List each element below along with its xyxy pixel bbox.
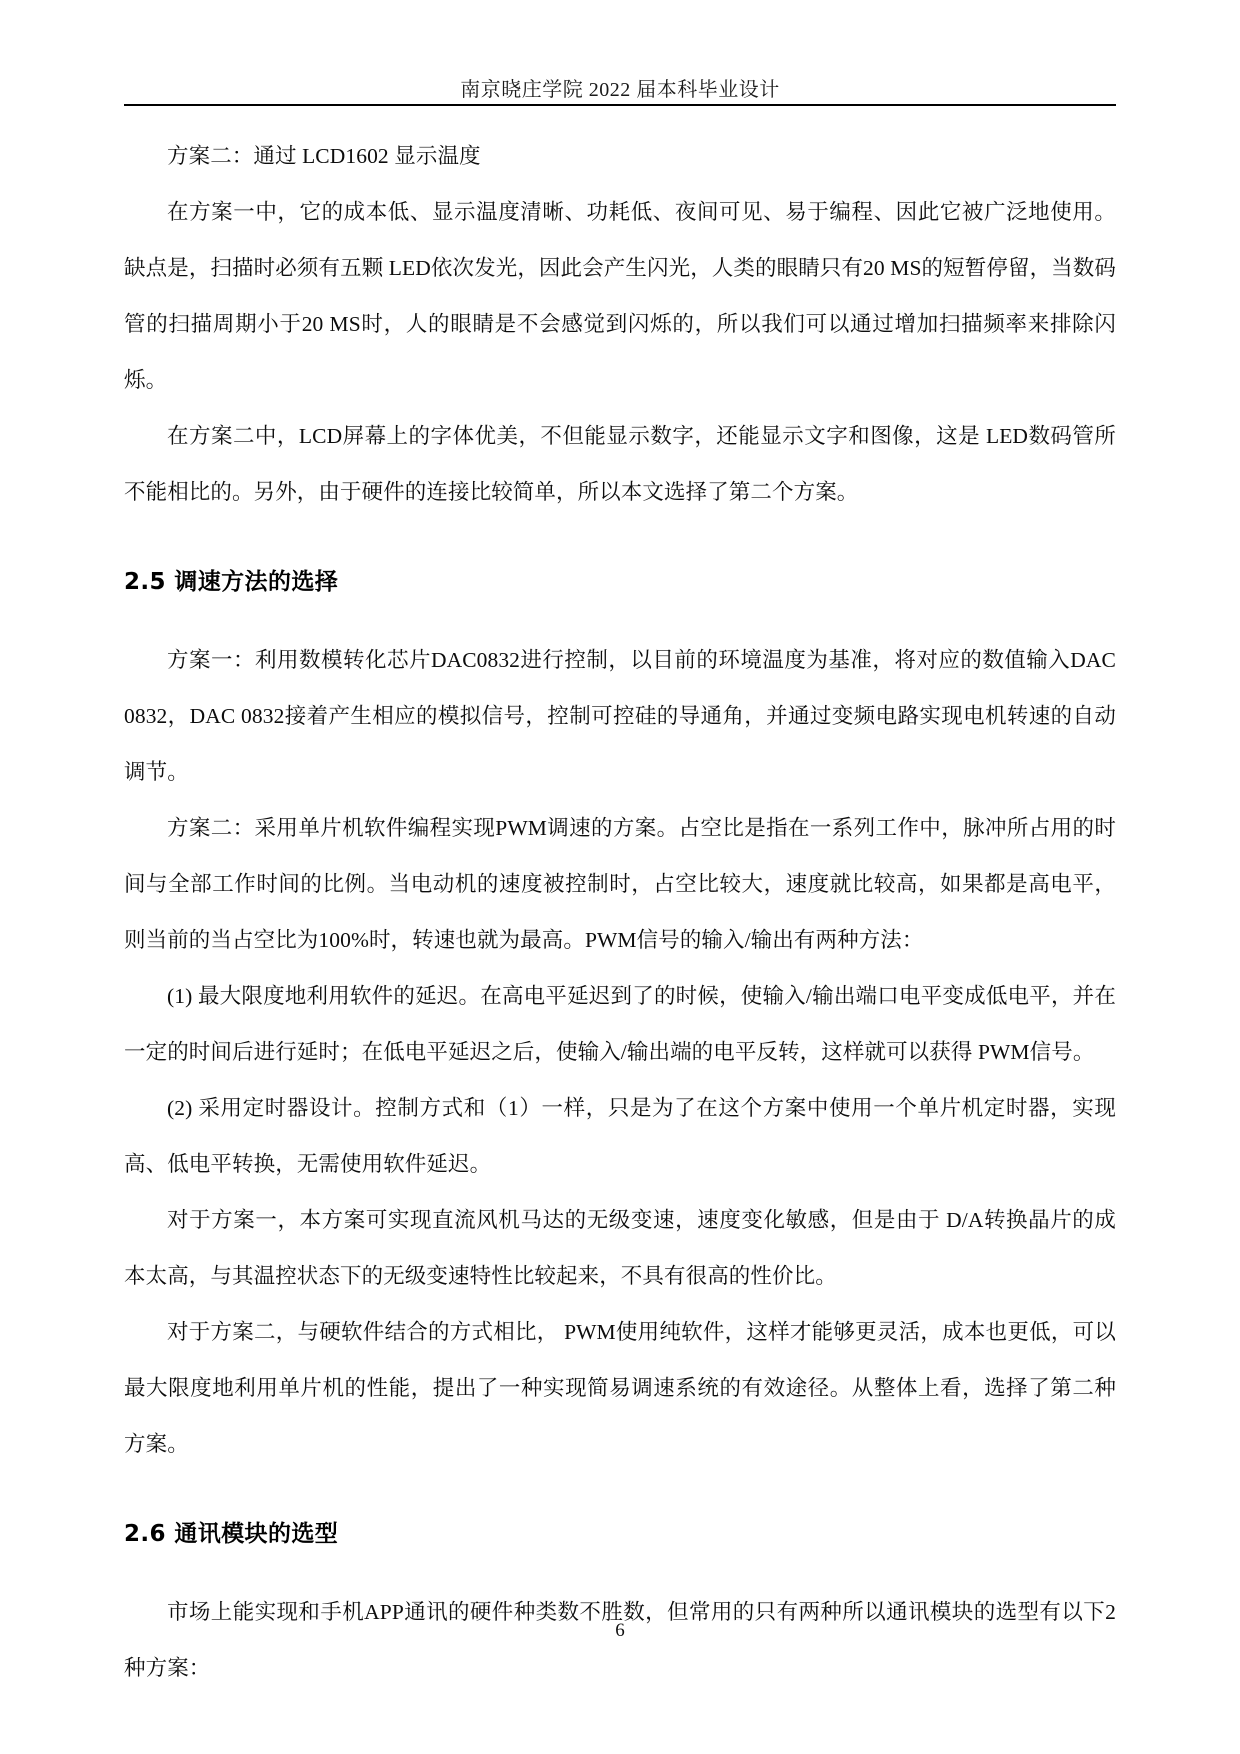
header-title-text: 南京晓庄学院 2022 届本科毕业设计 — [460, 79, 780, 101]
paragraph-scheme-one-analysis: 在方案一中，它的成本低、显示温度清晰、功耗低、夜间可见、易于编程、因此它被广泛地使用。缺点是，扫描时必须有五颗 LED依次发光，因此会产生闪光，人类的眼睛只有20 MS的短暂停留，当数码管的扫描周期小于20 MS时，人的眼睛是不会感觉到闪烁的，所以我们可以通过增加扫描频率来排除闪烁。 — [124, 200, 1116, 392]
paragraph-compare-scheme-one: 对于方案一，本方案可实现直流风机马达的无级变速，速度变化敏感，但是由于 D/A转换晶片的成本太高，与其温控状态下的无级变速特性比较起来，不具有很高的性价比。 — [124, 1208, 1116, 1288]
paragraph-scheme-two-analysis: 在方案二中，LCD屏幕上的字体优美，不但能显示数字，还能显示文字和图像，这是 LED数码管所不能相比的。另外，由于硬件的连接比较简单，所以本文选择了第二个方案。 — [124, 424, 1116, 504]
paragraph-comm-module-intro: 市场上能实现和手机APP通讯的硬件种类数不胜数，但常用的只有两种所以通讯模块的选型有以下2种方案： — [124, 1600, 1116, 1680]
paragraph-compare-scheme-two: 对于方案二，与硬软件结合的方式相比， PWM使用纯软件，这样才能够更灵活，成本也更低，可以最大限度地利用单片机的性能，提出了一种实现简易调速系统的有效途径。从整体上看，选择了第二种方案。 — [124, 1320, 1116, 1456]
page-running-header — [124, 78, 1116, 102]
spacer-after-heading-26 — [124, 1562, 1116, 1584]
paragraph-method-1-software-delay: (1) 最大限度地利用软件的延迟。在高电平延迟到了的时候，使输入/输出端口电平变成低电平，并在一定的时间后进行延时；在低电平延迟之后，使输入/输出端的电平反转，这样就可以获得 PWM信号。 — [124, 984, 1116, 1064]
section-heading-2-6: 2.6 通讯模块的选型 — [124, 1521, 339, 1547]
paragraph-scheme-two-lcd: 方案二：通过 LCD1602 显示温度 — [167, 144, 481, 168]
paragraph-dac0832-scheme: 方案一：利用数模转化芯片DAC0832进行控制，以目前的环境温度为基准，将对应的数值输入DAC 0832，DAC 0832接着产生相应的模拟信号，控制可控硅的导通角，并通过变频电路实现电机转速的自动调节。 — [124, 648, 1116, 784]
header-divider-rule — [124, 104, 1116, 106]
spacer-before-section-25 — [124, 520, 1116, 554]
paragraph-pwm-scheme: 方案二：采用单片机软件编程实现PWM调速的方案。占空比是指在一系列工作中，脉冲所占用的时间与全部工作时间的比例。当电动机的速度被控制时，占空比较大，速度就比较高，如果都是高电平，则当前的当占空比为100%时，转速也就为最高。PWM信号的输入/输出有两种方法： — [124, 816, 1116, 952]
paragraph-method-2-timer: (2) 采用定时器设计。控制方式和（1）一样，只是为了在这个方案中使用一个单片机定时器，实现高、低电平转换，无需使用软件延迟。 — [124, 1096, 1116, 1176]
page-number-footer: 6 — [615, 1620, 625, 1641]
spacer-after-heading-25 — [124, 610, 1116, 632]
spacer-before-section-26 — [124, 1472, 1116, 1506]
document-body — [124, 128, 1116, 1696]
section-heading-2-5: 2.5 调速方法的选择 — [124, 569, 339, 595]
